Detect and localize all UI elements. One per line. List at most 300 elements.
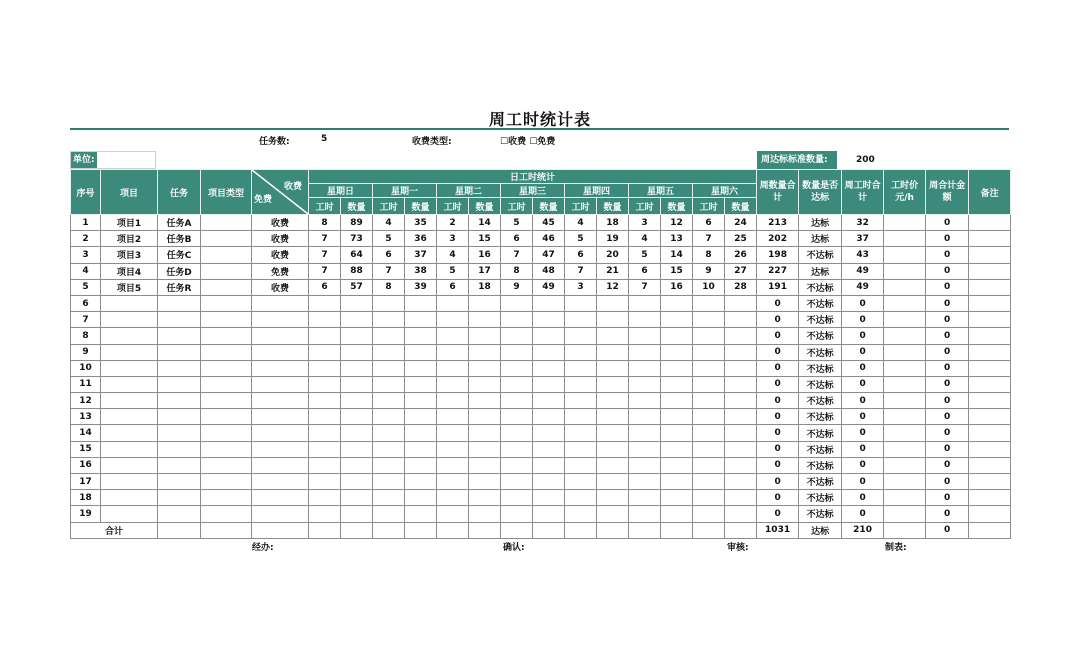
cell-project[interactable] [101,312,158,328]
cell-task[interactable] [158,344,201,360]
cell-day-qty[interactable] [469,360,501,376]
cell-project[interactable] [101,295,158,311]
cell-remark[interactable] [969,425,1011,441]
cell-project[interactable] [101,376,158,392]
cell-day-qty[interactable] [341,393,373,409]
cell-project[interactable] [101,490,158,506]
cell-task[interactable] [158,393,201,409]
cell-day-hours[interactable] [629,457,661,473]
cell-day-hours[interactable]: 6 [373,247,405,263]
cell-day-hours[interactable]: 6 [629,263,661,279]
cell-fee-type[interactable] [252,506,309,522]
cell-day-hours[interactable] [501,393,533,409]
cell-day-qty[interactable]: 89 [341,215,373,231]
cell-task[interactable]: 任务R [158,279,201,295]
cell-day-hours[interactable] [693,425,725,441]
cell-day-hours[interactable] [565,490,597,506]
cell-day-hours[interactable] [629,409,661,425]
cell-day-hours[interactable] [629,344,661,360]
cell-hour-price[interactable] [884,425,926,441]
cell-day-qty[interactable]: 18 [597,215,629,231]
cell-day-qty[interactable] [533,409,565,425]
cell-day-qty[interactable] [597,409,629,425]
cell-day-qty[interactable]: 27 [725,263,757,279]
cell-remark[interactable] [969,312,1011,328]
cell-project-type[interactable] [201,457,252,473]
cell-day-hours[interactable]: 5 [629,247,661,263]
cell-day-hours[interactable] [309,328,341,344]
cell-task[interactable] [158,474,201,490]
cell-day-qty[interactable]: 37 [405,247,437,263]
cell-day-hours[interactable]: 10 [693,279,725,295]
cell-hour-price[interactable] [884,457,926,473]
cell-day-hours[interactable]: 5 [373,231,405,247]
cell-day-qty[interactable] [405,506,437,522]
cell-day-hours[interactable]: 7 [309,263,341,279]
cell-day-qty[interactable] [661,393,693,409]
cell-project-type[interactable] [201,360,252,376]
cell-fee-type[interactable] [252,457,309,473]
cell-day-qty[interactable] [405,360,437,376]
cell-day-qty[interactable] [597,393,629,409]
cell-hour-price[interactable] [884,295,926,311]
cell-day-qty[interactable] [533,457,565,473]
cell-day-hours[interactable] [309,312,341,328]
cell-day-qty[interactable]: 38 [405,263,437,279]
cell-day-hours[interactable] [693,328,725,344]
cell-day-qty[interactable] [533,490,565,506]
cell-day-hours[interactable] [309,344,341,360]
cell-day-qty[interactable] [725,393,757,409]
cell-day-hours[interactable] [501,312,533,328]
cell-day-qty[interactable] [405,295,437,311]
cell-day-hours[interactable] [309,409,341,425]
cell-day-hours[interactable] [309,425,341,441]
cell-day-hours[interactable] [309,506,341,522]
cell-day-hours[interactable] [437,376,469,392]
cell-day-qty[interactable] [405,425,437,441]
cell-day-qty[interactable]: 21 [597,263,629,279]
cell-task[interactable] [158,360,201,376]
cell-task[interactable] [158,328,201,344]
cell-remark[interactable] [969,344,1011,360]
cell-day-hours[interactable] [693,312,725,328]
cell-day-qty[interactable] [341,457,373,473]
cell-day-qty[interactable] [597,490,629,506]
cell-day-qty[interactable] [341,506,373,522]
cell-fee-type[interactable]: 收费 [252,215,309,231]
cell-day-qty[interactable]: 24 [725,215,757,231]
cell-remark[interactable] [969,490,1011,506]
cell-hour-price[interactable] [884,215,926,231]
cell-day-hours[interactable] [373,474,405,490]
cell-day-hours[interactable] [373,457,405,473]
cell-remark[interactable] [969,279,1011,295]
cell-day-hours[interactable]: 6 [309,279,341,295]
cell-day-qty[interactable] [725,474,757,490]
cell-day-hours[interactable]: 6 [501,231,533,247]
cell-day-hours[interactable] [693,457,725,473]
cell-remark[interactable] [969,506,1011,522]
cell-day-hours[interactable] [437,312,469,328]
cell-day-qty[interactable] [405,441,437,457]
cell-day-qty[interactable] [405,312,437,328]
cell-day-hours[interactable] [437,457,469,473]
cell-day-hours[interactable] [629,328,661,344]
cell-day-qty[interactable]: 39 [405,279,437,295]
cell-day-hours[interactable] [373,295,405,311]
cell-day-hours[interactable]: 9 [501,279,533,295]
cell-fee-type[interactable] [252,425,309,441]
cell-day-hours[interactable]: 7 [373,263,405,279]
cell-project[interactable]: 项目5 [101,279,158,295]
cell-day-qty[interactable]: 16 [469,247,501,263]
cell-project[interactable]: 项目1 [101,215,158,231]
cell-day-hours[interactable] [309,376,341,392]
cell-day-hours[interactable]: 8 [373,279,405,295]
cell-day-qty[interactable]: 73 [341,231,373,247]
cell-day-hours[interactable] [565,312,597,328]
cell-day-qty[interactable] [597,344,629,360]
cell-day-hours[interactable]: 5 [565,231,597,247]
cell-day-hours[interactable] [501,295,533,311]
cell-day-qty[interactable] [469,425,501,441]
cell-day-qty[interactable]: 15 [469,231,501,247]
cell-day-hours[interactable]: 4 [565,215,597,231]
cell-day-qty[interactable] [661,490,693,506]
cell-day-hours[interactable] [437,474,469,490]
cell-day-qty[interactable]: 25 [725,231,757,247]
cell-day-hours[interactable] [501,474,533,490]
cell-day-qty[interactable] [661,328,693,344]
cell-day-qty[interactable] [533,425,565,441]
cell-day-hours[interactable] [373,393,405,409]
cell-remark[interactable] [969,360,1011,376]
cell-day-qty[interactable] [533,295,565,311]
cell-day-qty[interactable]: 47 [533,247,565,263]
cell-day-qty[interactable] [469,474,501,490]
cell-day-qty[interactable] [469,312,501,328]
cell-day-qty[interactable] [341,344,373,360]
cell-day-hours[interactable] [501,441,533,457]
cell-day-hours[interactable] [693,376,725,392]
cell-day-hours[interactable] [565,425,597,441]
standard-value[interactable]: 200 [856,155,875,165]
cell-day-qty[interactable] [661,506,693,522]
cell-day-qty[interactable] [661,409,693,425]
cell-hour-price[interactable] [884,231,926,247]
cell-day-qty[interactable] [341,360,373,376]
cell-task[interactable] [158,376,201,392]
cell-day-hours[interactable] [437,441,469,457]
cell-day-qty[interactable]: 64 [341,247,373,263]
cell-day-hours[interactable] [629,425,661,441]
cell-day-hours[interactable]: 7 [309,231,341,247]
cell-day-hours[interactable] [373,425,405,441]
cell-day-qty[interactable] [725,360,757,376]
cell-fee-type[interactable] [252,474,309,490]
cell-day-qty[interactable] [725,409,757,425]
cell-day-qty[interactable]: 28 [725,279,757,295]
cell-project-type[interactable] [201,328,252,344]
cell-remark[interactable] [969,215,1011,231]
cell-day-hours[interactable] [501,328,533,344]
cell-day-hours[interactable] [309,474,341,490]
cell-day-qty[interactable] [341,490,373,506]
cell-task[interactable]: 任务B [158,231,201,247]
cell-day-qty[interactable]: 16 [661,279,693,295]
cell-task[interactable] [158,506,201,522]
cell-project[interactable] [101,360,158,376]
cell-day-hours[interactable] [693,474,725,490]
cell-day-hours[interactable]: 4 [629,231,661,247]
cell-day-hours[interactable]: 8 [501,263,533,279]
cell-day-qty[interactable]: 18 [469,279,501,295]
cell-day-hours[interactable] [501,344,533,360]
cell-project-type[interactable] [201,409,252,425]
cell-day-qty[interactable] [469,393,501,409]
cell-day-hours[interactable] [501,425,533,441]
cell-day-hours[interactable] [565,344,597,360]
cell-day-hours[interactable] [565,441,597,457]
cell-task[interactable] [158,457,201,473]
cell-day-qty[interactable]: 20 [597,247,629,263]
cell-fee-type[interactable]: 收费 [252,231,309,247]
cell-remark[interactable] [969,457,1011,473]
cell-project-type[interactable] [201,295,252,311]
cell-hour-price[interactable] [884,441,926,457]
cell-day-hours[interactable] [565,474,597,490]
cell-day-qty[interactable] [533,312,565,328]
cell-day-qty[interactable] [405,490,437,506]
cell-day-hours[interactable] [373,376,405,392]
cell-day-hours[interactable] [565,457,597,473]
cell-project-type[interactable] [201,263,252,279]
cell-project-type[interactable] [201,490,252,506]
cell-day-qty[interactable]: 19 [597,231,629,247]
cell-day-qty[interactable] [533,474,565,490]
cell-day-qty[interactable] [661,344,693,360]
cell-project[interactable]: 项目4 [101,263,158,279]
cell-hour-price[interactable] [884,376,926,392]
cell-day-qty[interactable] [597,441,629,457]
cell-day-hours[interactable] [565,295,597,311]
cell-day-qty[interactable] [469,506,501,522]
cell-day-qty[interactable] [341,409,373,425]
cell-day-qty[interactable] [341,328,373,344]
cell-day-qty[interactable]: 48 [533,263,565,279]
cell-day-hours[interactable] [693,506,725,522]
cell-project-type[interactable] [201,441,252,457]
cell-day-hours[interactable] [693,393,725,409]
cell-day-qty[interactable] [533,360,565,376]
cell-day-hours[interactable] [437,328,469,344]
cell-remark[interactable] [969,441,1011,457]
cell-day-qty[interactable]: 57 [341,279,373,295]
cell-task[interactable]: 任务D [158,263,201,279]
cell-project-type[interactable] [201,393,252,409]
cell-day-qty[interactable] [341,312,373,328]
cell-fee-type[interactable]: 免费 [252,263,309,279]
cell-day-qty[interactable] [405,457,437,473]
cell-day-hours[interactable] [565,409,597,425]
cell-fee-type[interactable] [252,295,309,311]
cell-day-hours[interactable] [309,457,341,473]
cell-project-type[interactable] [201,344,252,360]
cell-day-qty[interactable]: 17 [469,263,501,279]
cell-day-qty[interactable] [597,328,629,344]
cell-day-qty[interactable] [341,474,373,490]
cell-day-qty[interactable] [661,441,693,457]
cell-day-qty[interactable]: 35 [405,215,437,231]
cell-hour-price[interactable] [884,490,926,506]
cell-day-hours[interactable] [693,409,725,425]
cell-fee-type[interactable] [252,441,309,457]
cell-hour-price[interactable] [884,360,926,376]
cell-day-hours[interactable] [629,474,661,490]
cell-project-type[interactable] [201,425,252,441]
cell-day-hours[interactable] [629,393,661,409]
cell-day-hours[interactable]: 3 [565,279,597,295]
cell-task[interactable] [158,312,201,328]
cell-day-hours[interactable] [501,457,533,473]
cell-day-qty[interactable] [405,376,437,392]
cell-day-qty[interactable] [533,506,565,522]
cell-hour-price[interactable] [884,328,926,344]
cell-hour-price[interactable] [884,279,926,295]
cell-day-qty[interactable] [725,490,757,506]
cell-fee-type[interactable] [252,360,309,376]
cell-day-hours[interactable] [437,360,469,376]
cell-day-qty[interactable] [533,376,565,392]
cell-task[interactable]: 任务A [158,215,201,231]
cell-day-hours[interactable]: 7 [693,231,725,247]
cell-day-qty[interactable] [725,328,757,344]
cell-day-hours[interactable]: 6 [437,279,469,295]
cell-day-hours[interactable]: 6 [693,215,725,231]
cell-day-qty[interactable] [533,328,565,344]
cell-project-type[interactable] [201,231,252,247]
cell-project-type[interactable] [201,247,252,263]
cell-project-type[interactable] [201,279,252,295]
cell-day-qty[interactable]: 36 [405,231,437,247]
cell-day-qty[interactable] [469,344,501,360]
cell-project[interactable] [101,409,158,425]
fee-type-options[interactable]: ☐收费 ☐免费 [500,137,556,147]
cell-project[interactable]: 项目2 [101,231,158,247]
cell-day-hours[interactable] [693,360,725,376]
cell-day-hours[interactable] [629,312,661,328]
cell-day-qty[interactable] [597,506,629,522]
cell-day-hours[interactable] [437,490,469,506]
cell-remark[interactable] [969,263,1011,279]
cell-day-qty[interactable] [597,474,629,490]
cell-day-hours[interactable] [693,295,725,311]
cell-day-hours[interactable] [309,393,341,409]
cell-day-qty[interactable]: 14 [661,247,693,263]
cell-day-qty[interactable] [405,328,437,344]
cell-day-hours[interactable]: 4 [373,215,405,231]
cell-day-qty[interactable]: 88 [341,263,373,279]
cell-day-hours[interactable] [437,393,469,409]
cell-day-qty[interactable]: 46 [533,231,565,247]
cell-task[interactable] [158,490,201,506]
cell-hour-price[interactable] [884,247,926,263]
cell-hour-price[interactable] [884,344,926,360]
cell-fee-type[interactable] [252,376,309,392]
cell-day-qty[interactable] [725,441,757,457]
cell-day-qty[interactable] [597,425,629,441]
cell-day-qty[interactable] [597,376,629,392]
cell-hour-price[interactable] [884,474,926,490]
cell-day-qty[interactable] [725,457,757,473]
unit-field[interactable] [70,151,156,169]
cell-project[interactable]: 项目3 [101,247,158,263]
cell-day-hours[interactable] [437,344,469,360]
cell-day-hours[interactable]: 8 [309,215,341,231]
cell-fee-type[interactable] [252,490,309,506]
cell-day-qty[interactable] [725,376,757,392]
cell-remark[interactable] [969,474,1011,490]
cell-day-hours[interactable]: 5 [437,263,469,279]
cell-project[interactable] [101,425,158,441]
cell-fee-type[interactable] [252,393,309,409]
cell-day-qty[interactable] [533,393,565,409]
cell-day-hours[interactable] [373,490,405,506]
cell-day-qty[interactable] [469,376,501,392]
cell-day-hours[interactable]: 7 [309,247,341,263]
cell-day-qty[interactable] [405,409,437,425]
cell-day-hours[interactable]: 8 [693,247,725,263]
cell-day-hours[interactable] [373,360,405,376]
cell-day-qty[interactable] [725,506,757,522]
cell-project-type[interactable] [201,312,252,328]
cell-day-qty[interactable] [597,295,629,311]
cell-day-qty[interactable] [469,409,501,425]
cell-day-hours[interactable] [373,441,405,457]
cell-day-qty[interactable] [469,490,501,506]
cell-day-qty[interactable] [661,425,693,441]
cell-hour-price[interactable] [884,393,926,409]
cell-task[interactable] [158,425,201,441]
cell-day-qty[interactable]: 15 [661,263,693,279]
cell-day-hours[interactable] [565,376,597,392]
cell-project[interactable] [101,393,158,409]
cell-project-type[interactable] [201,506,252,522]
cell-day-qty[interactable] [725,312,757,328]
cell-day-qty[interactable] [341,295,373,311]
cell-day-qty[interactable] [469,328,501,344]
cell-day-qty[interactable]: 49 [533,279,565,295]
cell-day-hours[interactable] [629,376,661,392]
cell-day-hours[interactable] [629,295,661,311]
cell-day-hours[interactable] [437,409,469,425]
cell-day-hours[interactable] [373,409,405,425]
cell-remark[interactable] [969,231,1011,247]
cell-day-hours[interactable] [373,328,405,344]
cell-day-hours[interactable] [501,490,533,506]
cell-remark[interactable] [969,247,1011,263]
cell-remark[interactable] [969,393,1011,409]
cell-fee-type[interactable] [252,344,309,360]
cell-day-qty[interactable] [725,425,757,441]
cell-day-hours[interactable] [437,425,469,441]
cell-day-qty[interactable] [341,441,373,457]
cell-day-hours[interactable] [565,506,597,522]
task-count-value[interactable]: 5 [321,134,328,144]
cell-day-qty[interactable] [405,344,437,360]
cell-day-qty[interactable] [661,376,693,392]
